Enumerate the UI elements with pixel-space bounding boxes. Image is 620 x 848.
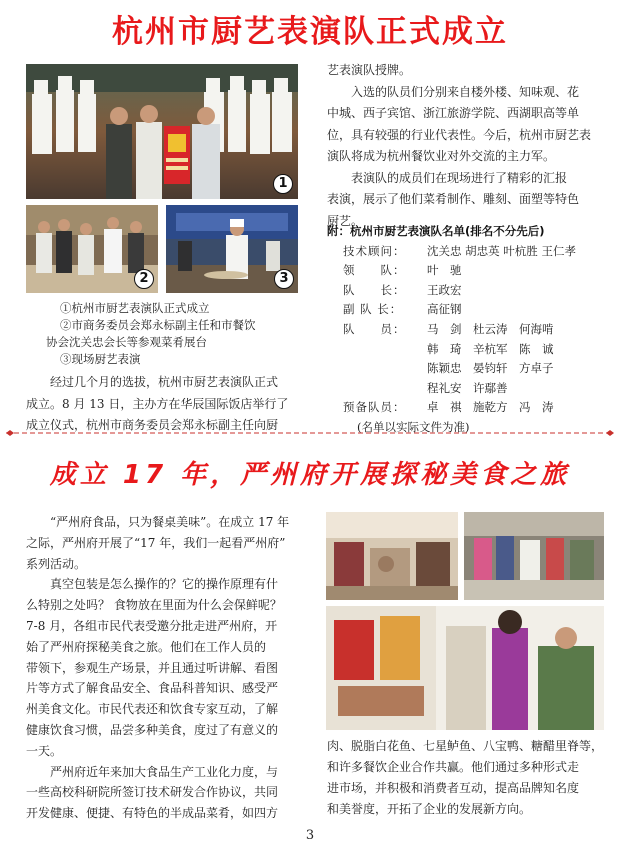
- roster-names: 高征钢: [427, 302, 462, 317]
- roster-title: 附：杭州市厨艺表演队名单(排名不分先后): [327, 224, 545, 238]
- article2-title: 成立 17 年，严州府开展探秘美食之旅: [49, 460, 571, 490]
- caption-line: ②市商务委员会郑永标副主任和市餐饮: [60, 318, 256, 332]
- caption-line: ①杭州市厨艺表演队正式成立: [60, 301, 210, 315]
- body-line: 入选的队员们分别来自楼外楼、知味观、花: [351, 84, 580, 99]
- body-line: 厨艺。: [327, 213, 364, 228]
- article1-title: 杭州市厨艺表演队正式成立: [112, 14, 508, 50]
- body-line: 表演，展示了他们菜肴制作、雕刻、面塑等特色: [327, 192, 580, 206]
- body-line: 开发健康、便捷、有特色的半成品菜肴，如四方: [26, 806, 279, 821]
- article2-left-body: [26, 512, 306, 824]
- body-line: 经过几个月的选拔，杭州市厨艺表演队正式: [50, 375, 279, 389]
- body-line: 成立仪式，杭州市商务委员会郑永标副主任向厨: [26, 418, 279, 432]
- roster-names: 马 剑 杜云涛 何海啃: [427, 321, 554, 336]
- factory-visit-photo-b: [464, 512, 604, 600]
- body-line: 之际，严州府开展了“17 年，我们一起看严州府”: [26, 535, 286, 550]
- section-divider: [6, 428, 614, 438]
- roster-role: 领 队：: [343, 263, 406, 278]
- roster-names: 叶 驰: [427, 263, 462, 278]
- team-group-photo: [26, 64, 298, 199]
- roster-note: (名单以实际文件为准): [357, 419, 470, 434]
- body-line: 一天。: [26, 743, 63, 758]
- body-line: 7-8 月，各组市民代表受邀分批走进严州府，开: [26, 618, 278, 633]
- factory-visit-photo-a: [326, 512, 458, 600]
- article1-right-body: [327, 60, 612, 232]
- body-line: 肉、脱脂白花鱼、七星鲈鱼、八宝鸭、糖醋里脊等，: [327, 739, 604, 753]
- roster-role: 预备队员：: [343, 400, 406, 415]
- article1-left-body: [26, 372, 306, 437]
- photo-number-3: 3: [274, 269, 294, 289]
- live-cooking-photo: [166, 205, 298, 293]
- roster-names: 王政宏: [427, 282, 462, 297]
- body-line: 一些高校科研院所签订技术研发合作协议，共同: [26, 785, 279, 800]
- food-culture-photo: [326, 606, 604, 730]
- body-line: 系列活动。: [26, 556, 87, 571]
- body-line: 表演队的成员们在现场进行了精彩的汇报: [351, 170, 568, 185]
- roster-row: [327, 261, 612, 281]
- roster-row: [327, 300, 612, 320]
- body-line: “严州府食品，只为餐桌美味”。在成立 17 年: [50, 515, 290, 529]
- body-line: 成立。8 月 13 日，主办方在华辰国际饭店举行了: [26, 396, 289, 411]
- officials-visit-photo: [26, 205, 158, 293]
- roster-role: 队 长：: [343, 282, 406, 297]
- body-line: 州美食文化。市民代表还和饮食专家互动，了解: [26, 702, 279, 717]
- article2-right-body: [327, 736, 612, 820]
- body-line: 进市场，并积极和消费者互动，提高品牌知名度: [327, 781, 580, 795]
- body-line: 健康饮食习惯，品尝多种美食，度过了有意义的: [26, 722, 279, 737]
- roster-names: 陈颖忠 晏钧轩 方卓子: [427, 361, 554, 376]
- roster-role: 技术顾问：: [343, 243, 406, 258]
- roster-row: [327, 340, 612, 360]
- page-number: 3: [305, 828, 315, 843]
- roster-names: 韩 琦 辛杭军 陈 诚: [427, 341, 554, 356]
- body-line: 和许多餐饮企业合作共赢。他们通过多种形式走: [327, 760, 580, 774]
- photo-captions: [46, 300, 306, 368]
- body-line: 始了严州府探秘美食之旅。他们在工作人员的: [26, 639, 267, 654]
- photo-number-2: 2: [134, 269, 154, 289]
- photo-number-1: 1: [273, 174, 293, 194]
- roster-row: [327, 281, 612, 301]
- body-line: 带领下，参观生产场景，并且通过听讲解、看图: [26, 660, 279, 675]
- roster-row: [327, 398, 612, 418]
- body-line: 片等方式了解食品安全、食品科普知识、感受严: [26, 681, 279, 696]
- caption-line: ③现场厨艺表演: [60, 352, 141, 366]
- roster-role: 队 员：: [343, 321, 406, 336]
- body-line: 真空包装是怎么操作的？它的操作原理有什: [50, 577, 279, 592]
- roster-row: [327, 359, 612, 379]
- body-line: 艺表演队授牌。: [327, 63, 412, 77]
- roster-names: 卓 祺 施乾方 冯 涛: [427, 400, 554, 415]
- roster-row: [327, 242, 612, 262]
- body-line: 位，具有较强的行业代表性。今后，杭州市厨艺表: [327, 127, 592, 142]
- caption-line: 协会沈关忠会长等参观菜肴展台: [46, 335, 207, 349]
- roster-names: 程礼安 许鄢善: [427, 380, 508, 395]
- body-line: 中城、西子宾馆、浙江旅游学院、西湖职高等单: [327, 106, 580, 120]
- body-line: 严州府近年来加大食品生产工业化力度，与: [50, 764, 279, 779]
- body-line: 演队将成为杭州餐饮业对外交流的主力军。: [327, 149, 556, 163]
- roster-role: 副 队 长：: [343, 302, 403, 317]
- roster-names: 沈关忠 胡忠英 叶杭胜 王仁孝: [427, 243, 576, 258]
- body-line: 么特别之处吗？ 食物放在里面为什么会保鲜呢？: [26, 598, 282, 613]
- roster-row: [327, 320, 612, 340]
- team-roster: [327, 222, 612, 438]
- roster-row: [327, 379, 612, 399]
- body-line: 和美誉度，开拓了企业的发展新方向。: [327, 802, 532, 816]
